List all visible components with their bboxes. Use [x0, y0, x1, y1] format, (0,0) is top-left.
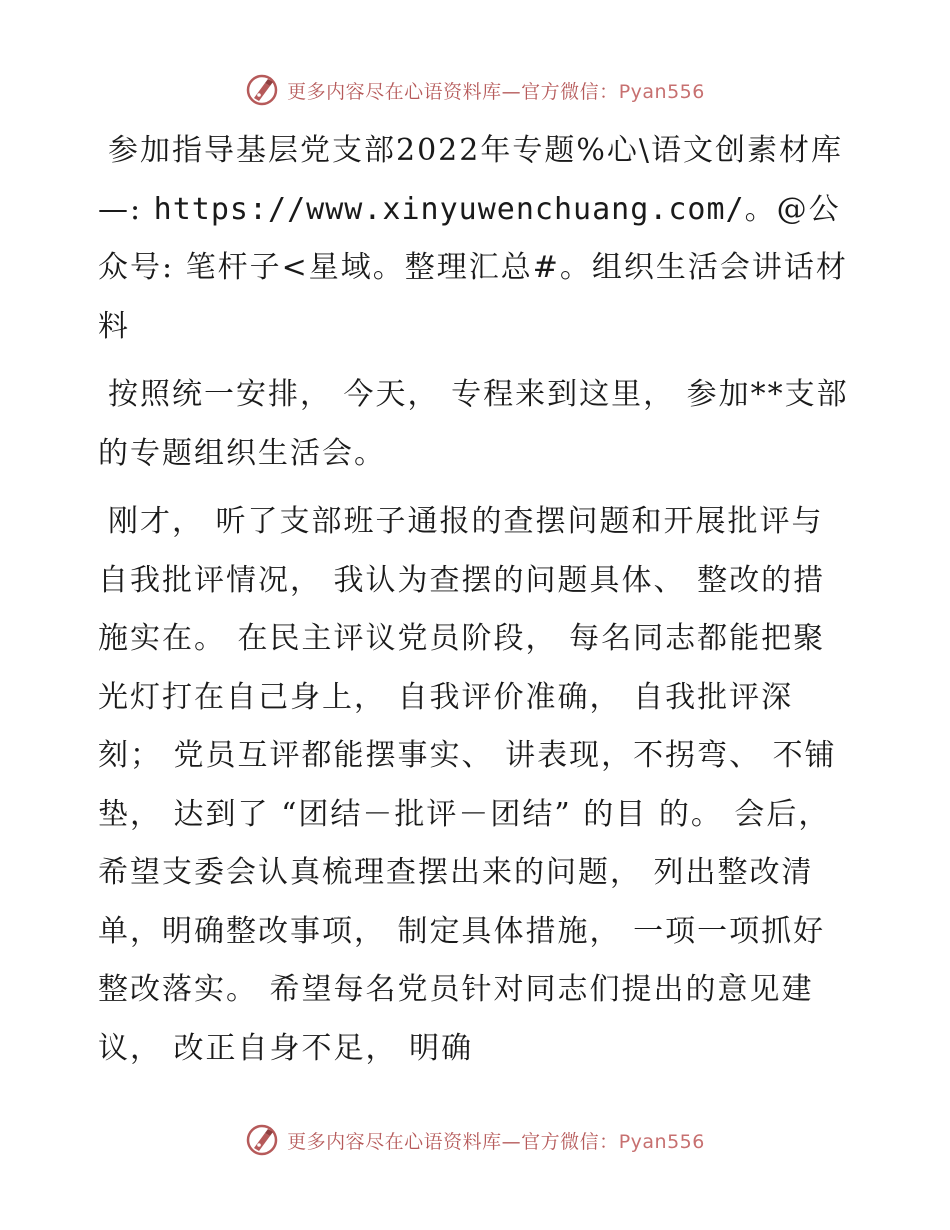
paragraph-1: 按照统一安排， 今天， 专程来到这里， 参加**支部的专题组织生活会。 — [98, 377, 849, 471]
source-url: https://www.xinyuwenchuang.com/ — [153, 191, 745, 227]
paragraph-2: 刚才， 听了支部班子通报的查摆问题和开展批评与自我批评情况， 我认为查摆的问题具体、 整改的措施实在。 在民主评议党员阶段， 每名同志都能把聚光灯打在自己身上， 自我评价准确， 自我批评深刻； 党员互评都能摆事实、 讲表现，不拐弯、 不铺垫， 达到了 “团结－批评－团结” 的目 的。 会后， 希望支委会认真梳理查摆出来的问题， 列出整改清单，明确整改事项， 制定具体措施， 一项一项抓好整改落实。 希望每名党员针对同志们提出的意见建议， 改正自身不足， 明确 — [98, 504, 837, 1066]
banner-text: 更多内容尽在心语资料库—官方微信：Pyan556 — [287, 80, 705, 103]
pen-nib-icon — [245, 73, 279, 107]
pen-nib-icon — [245, 1123, 279, 1157]
header-watermark-banner — [0, 68, 950, 112]
document-title: 参加指导基层党支部2022年专题%心\语文创素材库—: https://www.xinyuwenchuang.com/。@公众号: 笔杆子<星域。整理汇总#。组织生活会讲话材料 — [98, 133, 848, 344]
footer-watermark-banner — [0, 1118, 950, 1162]
banner-text: 更多内容尽在心语资料库—官方微信：Pyan556 — [287, 1130, 705, 1153]
document-body — [98, 122, 850, 1078]
